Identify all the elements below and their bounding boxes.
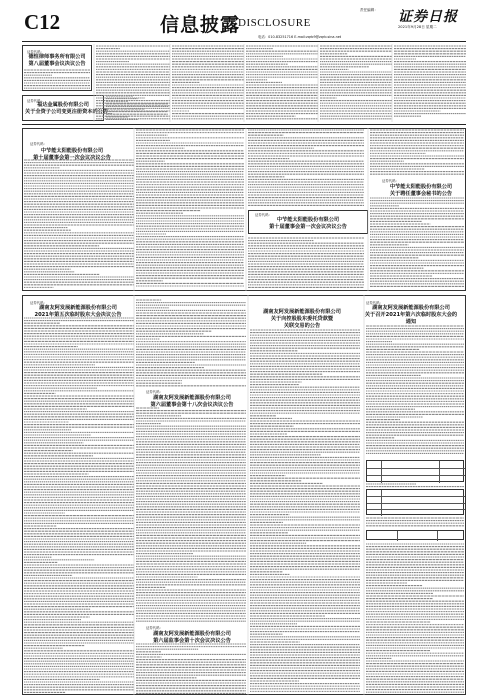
- stock-code: 证券代码：: [146, 390, 163, 394]
- stock-code: 证券代码：: [27, 50, 44, 54]
- notice-title: 湖南友阿发展新能源股份有限公司 关于向控股股东委托贷款暨 关联交易的公告: [263, 309, 341, 329]
- page-number: C12: [24, 10, 61, 34]
- notice-title: 湖南友阿发展新能源股份有限公司 第六届董事会第十八次会议决议公告: [150, 395, 234, 408]
- stock-code: 证券代码：: [27, 99, 44, 103]
- stock-code: 证券代码：: [382, 179, 399, 183]
- notice-title: 湖南友阿发展新能源股份有限公司 关于召开2021年第六次临时股东大会的 通知: [364, 305, 458, 325]
- editor-credit: 责任编辑：: [360, 8, 378, 12]
- stock-code: 证券代码：: [146, 626, 163, 630]
- notice-title: 中节能太阳能股份有限公司 关于聘任董事会秘书的公告: [389, 184, 453, 197]
- notice-title: 中节能太阳能股份有限公司 第十届董事会第一次会议决议公告: [269, 217, 347, 230]
- stock-code: 证券代码：: [255, 213, 272, 217]
- contact-line: 电话：010-83251716 E-mail:zqrb9@zqrb.sina.net: [258, 35, 342, 39]
- notice-title: 中节能太阳能股份有限公司 第十届董事会第一次会议决议公告: [33, 148, 111, 161]
- notice-title: 湖南友阿发展新能源股份有限公司 2021年第五次临时股东大会决议公告: [34, 305, 122, 318]
- section-title: 信息披露: [160, 14, 241, 36]
- notice-title: 福达金属股份有限公司 关于全资子公司变更注册资本的公告: [25, 102, 109, 115]
- stock-code: 证券代码：: [366, 301, 383, 305]
- notice-title: 德恒律师事务所有限公司 第八届董事会议决议公告: [28, 54, 86, 67]
- stock-code: 证券代码：: [30, 301, 47, 305]
- notice-title: 湖南友阿发展新能源股份有限公司 第六届监事会第十次会议决议公告: [153, 631, 231, 644]
- stock-code: 证券代码：: [30, 142, 47, 146]
- issue-date: 2021年9月28日 星期二: [398, 25, 437, 29]
- newspaper-masthead: 证券日报: [398, 9, 458, 25]
- section-title-en: DISCLOSURE: [238, 17, 311, 29]
